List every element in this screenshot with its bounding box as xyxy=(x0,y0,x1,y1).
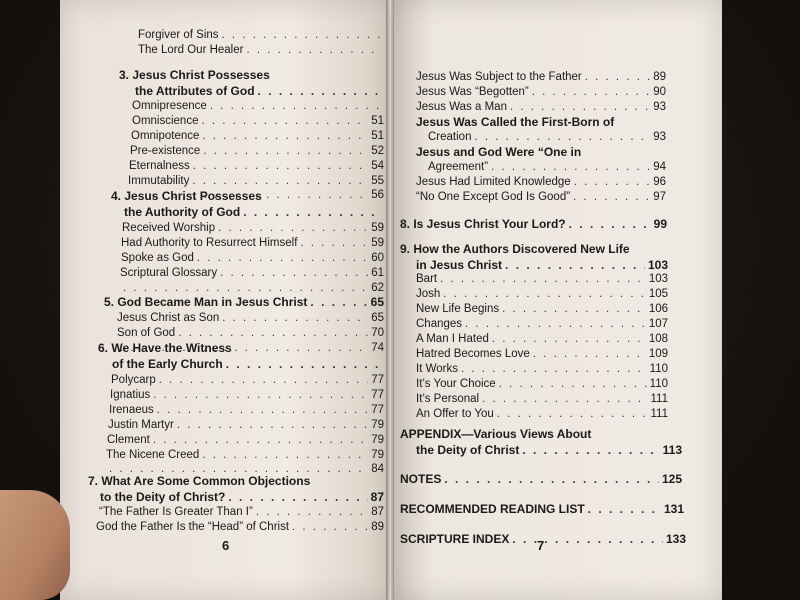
toc-page-number: 79 xyxy=(371,434,384,446)
toc-page-number: 65 xyxy=(371,312,384,324)
toc-entry-title: Received Worship xyxy=(122,222,216,234)
dot-leader xyxy=(497,407,648,421)
dot-leader xyxy=(461,362,647,376)
dot-leader xyxy=(201,114,368,128)
dot-leader xyxy=(153,433,368,447)
toc-entry xyxy=(416,332,668,346)
toc-entry xyxy=(117,341,384,355)
toc-entry xyxy=(132,99,384,113)
toc-entry xyxy=(428,130,666,144)
toc-entry xyxy=(416,190,666,204)
toc-entry-title: God the Father Is the “Head” of Christ xyxy=(96,521,290,533)
toc-entry xyxy=(99,505,384,519)
dot-leader xyxy=(178,326,368,340)
toc-page-number: 96 xyxy=(653,176,666,188)
dot-leader xyxy=(157,403,368,417)
toc-entry xyxy=(120,266,384,280)
toc-entry xyxy=(416,272,668,286)
toc-entry-title: Justin Martyr xyxy=(108,419,174,431)
dot-leader xyxy=(522,443,659,457)
toc-entry-title: Omnipresence xyxy=(132,100,207,112)
toc-page-number: 79 xyxy=(371,449,384,461)
dot-leader xyxy=(491,160,650,174)
dot-leader xyxy=(499,377,647,391)
dot-leader xyxy=(177,418,368,432)
dot-leader xyxy=(193,159,368,173)
toc-entry xyxy=(400,217,667,231)
toc-page-number: 107 xyxy=(648,318,668,330)
dot-leader xyxy=(585,70,650,84)
toc-page-number: 84 xyxy=(371,463,384,475)
toc-page-number: 105 xyxy=(648,288,668,300)
right-page-number: 7 xyxy=(537,538,545,553)
toc-heading: APPENDIX—Various Views About xyxy=(400,427,592,441)
toc-entry xyxy=(135,84,385,98)
toc-page-number: 125 xyxy=(661,472,682,486)
toc-page-number: 108 xyxy=(648,333,668,345)
dot-leader xyxy=(202,448,368,462)
toc-entry-title: A Man I Hated xyxy=(416,333,489,345)
toc-entry-title: Jesus Christ as Son xyxy=(117,312,220,324)
toc-entry xyxy=(109,403,384,417)
dot-leader xyxy=(510,100,650,114)
toc-entry xyxy=(129,159,384,173)
toc-page-number: 59 xyxy=(371,237,384,249)
dot-leader xyxy=(569,217,651,231)
toc-entry xyxy=(416,85,666,99)
toc-entry-title: It’s Personal xyxy=(416,393,480,405)
dot-leader xyxy=(159,373,368,387)
toc-entry-title: Scriptural Glossary xyxy=(120,267,218,279)
toc-page-number: 131 xyxy=(663,502,684,516)
toc-entry xyxy=(120,281,384,295)
dot-leader xyxy=(153,388,368,402)
dot-leader xyxy=(120,341,368,355)
toc-entry xyxy=(416,317,668,331)
toc-entry-title: the Deity of Christ xyxy=(416,443,520,457)
dot-leader xyxy=(228,490,367,504)
toc-page-number: 59 xyxy=(371,222,384,234)
dot-leader xyxy=(532,85,650,99)
toc-entry xyxy=(122,221,384,235)
toc-entry-title: Ignatius xyxy=(110,389,151,401)
toc-page-number: 87 xyxy=(371,506,384,518)
toc-entry xyxy=(100,490,384,504)
toc-page-number: 51 xyxy=(371,115,384,127)
dot-leader xyxy=(502,302,646,316)
dot-leader xyxy=(300,236,368,250)
toc-page-number: 51 xyxy=(371,130,384,142)
toc-entry-title: Jesus Had Limited Knowledge xyxy=(416,176,571,188)
dot-leader xyxy=(465,317,646,331)
toc-entry xyxy=(124,205,384,219)
toc-page-number: 77 xyxy=(371,404,384,416)
toc-entry xyxy=(138,28,383,42)
toc-entry xyxy=(112,357,384,371)
toc-page-number: 77 xyxy=(371,389,384,401)
toc-entry xyxy=(416,70,666,84)
toc-entry xyxy=(106,462,384,476)
toc-page-number: 89 xyxy=(371,521,384,533)
toc-entry-title: Polycarp xyxy=(111,374,156,386)
toc-entry-title: Forgiver of Sins xyxy=(138,29,219,41)
dot-leader xyxy=(222,28,380,42)
dot-leader xyxy=(109,462,368,476)
toc-entry-title: Hatred Becomes Love xyxy=(416,348,530,360)
dot-leader xyxy=(292,520,368,534)
toc-page-number: 70 xyxy=(371,327,384,339)
toc-entry-title: “The Father Is Greater Than I” xyxy=(99,506,253,518)
toc-entry xyxy=(128,188,384,202)
dot-leader xyxy=(226,357,381,371)
toc-page-number: 103 xyxy=(647,258,668,272)
toc-entry xyxy=(108,418,384,432)
toc-entry xyxy=(416,175,666,189)
toc-entry xyxy=(128,174,384,188)
toc-entry-title: NOTES xyxy=(400,472,442,486)
toc-entry xyxy=(131,129,384,143)
toc-entry-title: Changes xyxy=(416,318,463,330)
dot-leader xyxy=(588,502,661,516)
toc-entry-title: 5. God Became Man in Jesus Christ xyxy=(104,295,308,309)
dot-leader xyxy=(573,190,650,204)
toc-heading: 6. We Have the Witness xyxy=(98,341,232,355)
thumb xyxy=(0,490,70,600)
toc-page-number: 106 xyxy=(648,303,668,315)
toc-page-number: 93 xyxy=(653,101,666,113)
toc-entry-title: Pre-existence xyxy=(130,145,201,157)
toc-entry-title: The Nicene Creed xyxy=(106,449,200,461)
dot-leader xyxy=(192,174,368,188)
toc-entry xyxy=(130,144,384,158)
toc-entry xyxy=(416,377,668,391)
toc-page-number: 111 xyxy=(650,393,668,405)
dot-leader xyxy=(444,472,659,486)
dot-leader xyxy=(246,43,380,57)
toc-entry-title: RECOMMENDED READING LIST xyxy=(400,502,585,516)
toc-entry xyxy=(107,433,384,447)
toc-entry-title: An Offer to You xyxy=(416,408,494,420)
dot-leader xyxy=(203,144,368,158)
toc-entry-title: “No One Except God Is Good” xyxy=(416,191,571,203)
toc-page-number: 89 xyxy=(653,71,666,83)
toc-page-number: 54 xyxy=(371,160,384,172)
dot-leader xyxy=(202,129,368,143)
toc-entry xyxy=(106,448,384,462)
toc-entry xyxy=(117,326,384,340)
toc-entry xyxy=(416,100,666,114)
toc-entry-title: Agreement” xyxy=(428,161,489,173)
toc-page-number: 79 xyxy=(371,419,384,431)
toc-entry-title: It’s Your Choice xyxy=(416,378,496,390)
toc-page-number: 113 xyxy=(662,443,682,457)
toc-entry xyxy=(132,114,384,128)
toc-entry-title: Creation xyxy=(428,131,472,143)
toc-entry xyxy=(104,295,384,309)
toc-page-number: 87 xyxy=(370,490,384,504)
toc-heading: 4. Jesus Christ Possesses xyxy=(111,189,262,203)
toc-page-number: 111 xyxy=(650,408,668,420)
toc-page-number: 109 xyxy=(648,348,668,360)
toc-entry xyxy=(416,258,668,272)
toc-entry xyxy=(117,311,384,325)
dot-leader xyxy=(533,347,646,361)
toc-page-number: 60 xyxy=(371,252,384,264)
toc-entry xyxy=(416,302,668,316)
toc-entry-title: Immutability xyxy=(128,175,190,187)
toc-page-number: 93 xyxy=(653,131,666,143)
dot-leader xyxy=(440,272,646,286)
dot-leader xyxy=(256,505,368,519)
toc-page-number: 77 xyxy=(371,374,384,386)
dot-leader xyxy=(131,188,368,202)
toc-entry-title: Jesus Was “Begotten” xyxy=(416,86,529,98)
toc-page-number: 103 xyxy=(648,273,668,285)
toc-entry xyxy=(400,472,682,486)
toc-entry xyxy=(428,160,666,174)
toc-heading: 3. Jesus Christ Possesses xyxy=(119,68,270,82)
dot-leader xyxy=(210,99,381,113)
toc-entry-title: New Life Begins xyxy=(416,303,500,315)
toc-entry-title: Omnipotence xyxy=(131,130,200,142)
dot-leader xyxy=(243,205,381,219)
toc-entry-title: Clement xyxy=(107,434,150,446)
toc-entry xyxy=(416,362,668,376)
toc-entry xyxy=(121,236,384,250)
toc-heading: 7. What Are Some Common Objections xyxy=(88,474,311,488)
toc-entry-title: Jesus Was Subject to the Father xyxy=(416,71,582,83)
toc-page-number: 65 xyxy=(370,295,384,309)
dot-leader xyxy=(123,281,368,295)
toc-page-number: 74 xyxy=(371,342,384,354)
dot-leader xyxy=(512,532,663,546)
toc-entry-title: The Lord Our Healer xyxy=(138,44,244,56)
dot-leader xyxy=(218,221,368,235)
dot-leader xyxy=(443,287,646,301)
toc-page-number: 90 xyxy=(653,86,666,98)
toc-entry-title: SCRIPTURE INDEX xyxy=(400,532,510,546)
dot-leader xyxy=(505,258,645,272)
toc-entry-title: in Jesus Christ xyxy=(416,258,503,272)
toc-page-number: 110 xyxy=(649,363,668,375)
toc-entry xyxy=(416,347,668,361)
dot-leader xyxy=(220,266,368,280)
toc-page-number: 55 xyxy=(371,175,384,187)
toc-entry xyxy=(138,43,383,57)
toc-entry-title: Spoke as God xyxy=(121,252,194,264)
toc-entry xyxy=(416,392,668,406)
dot-leader xyxy=(474,130,650,144)
toc-entry-title: to the Deity of Christ? xyxy=(100,490,226,504)
toc-entry-title: Son of God xyxy=(117,327,176,339)
toc-page-number: 94 xyxy=(653,161,666,173)
toc-entry-title: the Attributes of God xyxy=(135,84,255,98)
dot-leader xyxy=(574,175,651,189)
toc-entry-title: Irenaeus xyxy=(109,404,154,416)
dot-leader xyxy=(197,251,368,265)
left-page-number: 6 xyxy=(222,538,230,553)
toc-heading: 9. How the Authors Discovered New Life xyxy=(400,242,630,256)
toc-heading: Jesus and God Were “One in xyxy=(416,145,582,159)
toc-page-number: 61 xyxy=(371,267,384,279)
dot-leader xyxy=(310,295,367,309)
toc-page-number: 110 xyxy=(649,378,668,390)
dot-leader xyxy=(492,332,646,346)
toc-entry-title: Jesus Was a Man xyxy=(416,101,507,113)
toc-heading: Jesus Was Called the First-Born of xyxy=(416,115,615,129)
toc-entry-title: Omniscience xyxy=(132,115,199,127)
toc-entry xyxy=(400,502,684,516)
toc-entry xyxy=(416,407,668,421)
toc-entry-title: Eternalness xyxy=(129,160,190,172)
dot-leader xyxy=(482,392,647,406)
toc-entry xyxy=(121,251,384,265)
toc-entry xyxy=(416,287,668,301)
toc-page-number: 56 xyxy=(371,189,384,201)
toc-entry-title: It Works xyxy=(416,363,458,375)
toc-page-number: 99 xyxy=(653,217,667,231)
dot-leader xyxy=(258,84,382,98)
book-spine xyxy=(386,0,394,600)
toc-entry xyxy=(96,520,384,534)
toc-page-number: 62 xyxy=(371,282,384,294)
toc-entry-title: Josh xyxy=(416,288,441,300)
toc-page-number: 133 xyxy=(665,532,686,546)
toc-entry-title: of the Early Church xyxy=(112,357,223,371)
toc-page-number: 97 xyxy=(653,191,666,203)
toc-entry-title: the Authority of God xyxy=(124,205,241,219)
toc-entry xyxy=(111,373,384,387)
toc-entry xyxy=(110,388,384,402)
toc-entry-title: 8. Is Jesus Christ Your Lord? xyxy=(400,217,566,231)
toc-entry-title: Bart xyxy=(416,273,438,285)
toc-entry xyxy=(416,443,682,457)
toc-entry-title: Had Authority to Resurrect Himself xyxy=(121,237,298,249)
dot-leader xyxy=(222,311,368,325)
toc-page-number: 52 xyxy=(371,145,384,157)
